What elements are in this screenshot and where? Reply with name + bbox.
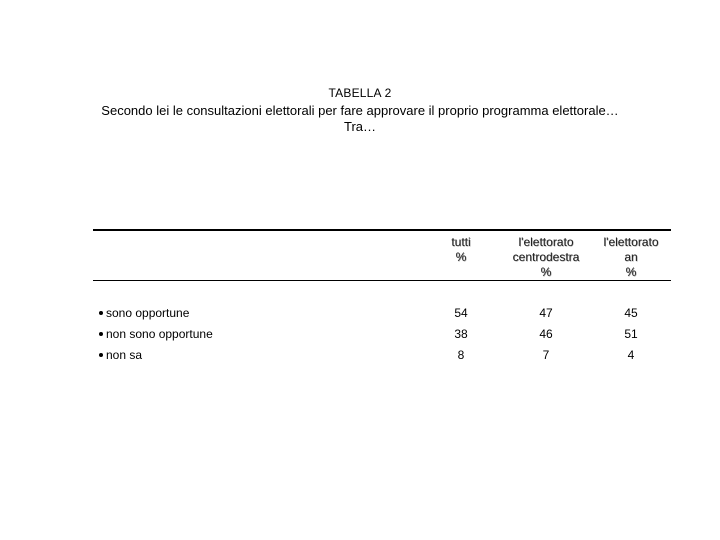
column-header-line: %: [625, 265, 637, 279]
bullet-icon: [99, 353, 103, 357]
cell-centrodestra: 47: [539, 306, 553, 320]
table-header-rule: [93, 280, 671, 281]
column-header-tutti: [431, 235, 491, 265]
column-header-line: an: [624, 250, 638, 264]
column-header-line: l'elettorato: [518, 235, 574, 249]
table-label: TABELLA 2: [328, 86, 392, 100]
column-header-centrodestra: [496, 235, 596, 280]
cell-centrodestra: 46: [539, 327, 553, 341]
column-header-line: %: [455, 250, 467, 264]
column-header-an: [596, 235, 666, 280]
question-line-1: Secondo lei le consultazioni elettorali per fare approvare il proprio programma elettorale…: [101, 103, 619, 118]
question-line-2: Tra…: [343, 119, 377, 134]
column-header-line: l'elettorato: [603, 235, 659, 249]
cell-an: 51: [624, 327, 638, 341]
table-top-rule: [93, 229, 671, 231]
row-label: [99, 327, 213, 341]
table-row: [0, 306, 720, 322]
cell-an: 45: [624, 306, 638, 320]
table-row: [0, 327, 720, 343]
column-header-line: tutti: [451, 235, 471, 249]
cell-tutti: 38: [454, 327, 468, 341]
table-row: [0, 348, 720, 364]
row-label-text: sono opportune: [106, 306, 190, 320]
cell-an: 4: [627, 348, 635, 362]
table-question: [0, 103, 720, 135]
row-label-text: non sa: [106, 348, 143, 362]
bullet-icon: [99, 311, 103, 315]
row-label-text: non sono opportune: [106, 327, 213, 341]
row-label: [99, 348, 142, 362]
bullet-icon: [99, 332, 103, 336]
row-label: [99, 306, 189, 320]
cell-centrodestra: 7: [542, 348, 550, 362]
cell-tutti: 54: [454, 306, 468, 320]
cell-tutti: 8: [457, 348, 465, 362]
column-header-line: centrodestra: [512, 250, 580, 264]
column-header-line: %: [540, 265, 552, 279]
